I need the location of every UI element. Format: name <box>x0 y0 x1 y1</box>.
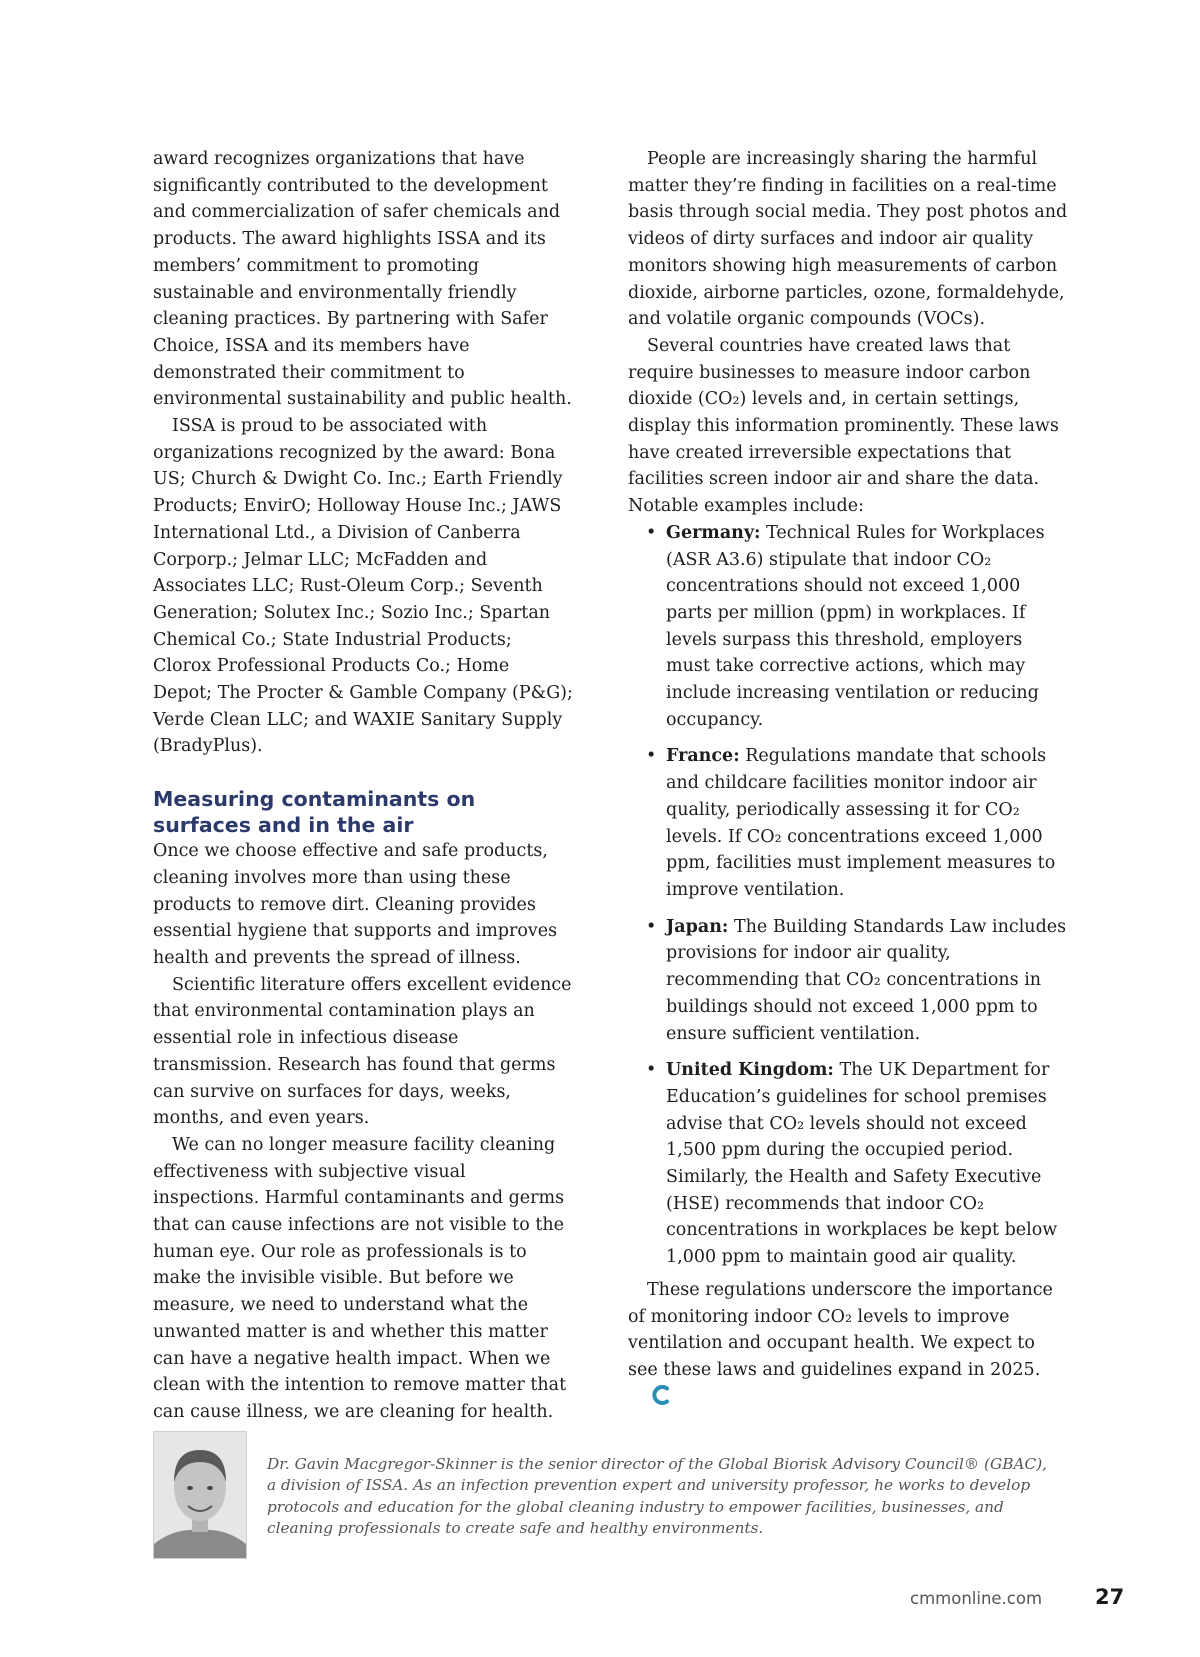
paragraph: Once we choose effective and safe products, cleaning involves more than using these products to remove dirt. Cleaning provides essential hygiene that supports and improves health and prevents the spread of illness. <box>153 841 558 968</box>
closing-text: These regulations underscore the importance of monitoring indoor CO₂ levels to improve ventilation and occupant health. We expect to see these laws and guidelines expand in 2025. <box>628 1279 1053 1380</box>
paragraph: ISSA is proud to be associated with organizations recognized by the award: Bona US; Church & Dwight Co. Inc.; Earth Friendly Products; EnvirO; Holloway House Inc.; JAWS International Ltd., a Division of Canberra Corporp.; Jelmar LLC; McFadden and Associates LLC; Rust-Oleum Corp.; Seventh Generation; Solutex Inc.; Sozio Inc.; Spartan Chemical Co.; State Industrial Products; Clorox Professional Products Co.; Home Depot; The Procter & Gamble Company (P&G); Verde Clean LLC; and WAXIE Sanitary Supply (BradyPlus). <box>153 416 573 757</box>
country-label: United Kingdom: <box>666 1060 834 1081</box>
country-law-list <box>628 520 1068 1271</box>
left-column <box>153 146 573 1426</box>
paragraph: award recognizes organizations that have significantly contributed to the development and commercialization of safer chemicals and products. The award highlights ISSA and its members’ commitment to promoting sustainable and environmentally friendly cleaning practices. By partnering with Safer Choice, ISSA and its members have demonstrated their commitment to environmental sustainability and public health. <box>153 149 572 410</box>
country-label: Germany: <box>666 522 761 543</box>
list-item-text: Regulations mandate that schools and childcare facilities monitor indoor air quality, periodically assessing it for CO₂ levels. If CO₂ concentrations exceed 1,000 ppm, facilities must implement measures to improve ventilation. <box>666 746 1056 900</box>
list-item <box>628 914 1068 1048</box>
author-bio-text: Dr. Gavin Macgregor-Skinner is the senior director of the Global Biorisk Advisory Council® (GBAC), a division of ISSA. As an infection prevention expert and university professor, he works to develop protocols and education for the global cleaning industry to empower facilities, businesses, and cleaning professionals to create safe and healthy environments. <box>267 1455 1048 1537</box>
list-item-text: The UK Department for Education’s guidelines for school premises advise that CO₂ levels should not exceed 1,500 ppm during the occupied period. Similarly, the Health and Safety Executive (HSE) recommends that indoor CO₂ concentrations in workplaces be kept below 1,000 ppm to maintain good air quality. <box>666 1060 1058 1268</box>
list-item-text: The Building Standards Law includes provisions for indoor air quality, recommending that CO₂ concentrations in buildings should not exceed 1,000 ppm to ensure sufficient ventilation. <box>666 916 1067 1044</box>
section-heading: Measuring contaminants on surfaces and in the air <box>153 787 476 838</box>
cmm-c-logo-icon <box>632 1384 671 1415</box>
paragraph: We can no longer measure facility cleaning effectiveness with subjective visual inspections. Harmful contaminants and germs that can cause infections are not visible to the human eye. Our role as professionals is to make the invisible visible. But before we measure, we need to understand what the unwanted matter is and whether this matter can have a negative health impact. When we clean with the intention to remove matter that can cause illness, we are cleaning for health. <box>153 1134 567 1422</box>
country-label: France: <box>666 746 740 767</box>
paragraph: People are increasingly sharing the harmful matter they’re finding in facilities on a real-time basis through social media. They post photos and videos of dirty surfaces and indoor air quality monitors showing high measurements of carbon dioxide, airborne particles, ozone, formaldehyde, and volatile organic compounds (VOCs). <box>628 149 1068 330</box>
author-bio-box <box>153 1431 1073 1561</box>
list-item <box>628 1057 1068 1271</box>
footer-site: cmmonline.com <box>910 1589 1043 1608</box>
right-column <box>628 146 1068 1414</box>
list-item <box>628 520 1068 734</box>
page-number: 27 <box>1095 1585 1125 1609</box>
country-label: Japan: <box>666 916 729 937</box>
paragraph: Scientific literature offers excellent evidence that environmental contamination plays an essential role in infectious disease transmission. Research has found that germs can survive on surfaces for days, weeks, months, and even years. <box>153 974 572 1129</box>
paragraph <box>628 1277 1068 1415</box>
list-item-text: Technical Rules for Workplaces (ASR A3.6) stipulate that indoor CO₂ concentrations should not exceed 1,000 parts per million (ppm) in workplaces. If levels surpass this threshold, employers must take corrective actions, which may include increasing ventilation or reducing occupancy. <box>666 522 1045 730</box>
paragraph: Several countries have created laws that require businesses to measure indoor carbon dioxide (CO₂) levels and, in certain settings, display this information prominently. These laws have created irreversible expectations that facilities screen indoor air and share the data. Notable examples include: <box>628 335 1059 517</box>
author-photo <box>153 1431 247 1559</box>
list-item <box>628 743 1068 903</box>
